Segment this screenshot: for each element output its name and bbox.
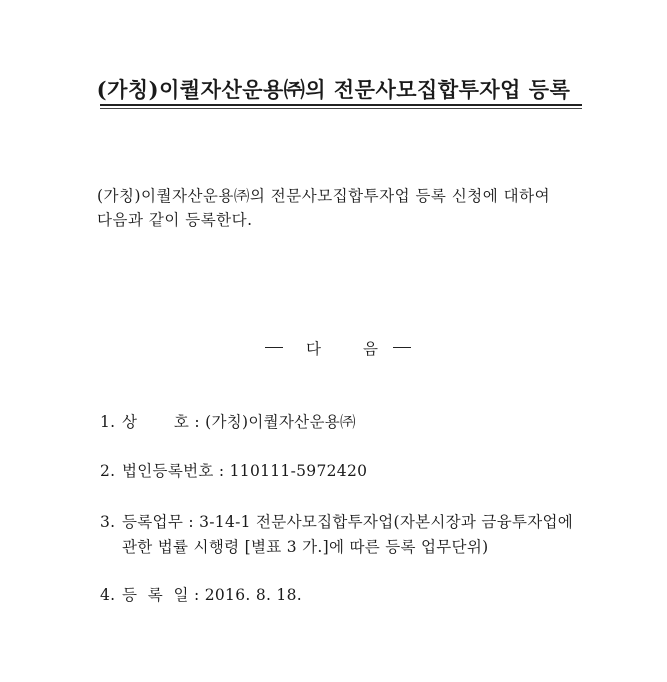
item-value: (가칭)이퀄자산운용㈜: [205, 413, 356, 431]
item-number: 1.: [100, 413, 116, 431]
list-item-company-name: [100, 410, 356, 432]
item-value: 3-14-1 전문사모집합투자업(자본시장과 금융투자업에: [199, 513, 574, 531]
heading-char-2: 음: [363, 340, 378, 358]
item-separator: :: [183, 513, 200, 531]
list-item-registration-date: [100, 583, 302, 605]
item-label: 등록업무: [122, 513, 184, 531]
item-separator: :: [189, 413, 206, 431]
list-item-business: [100, 510, 573, 560]
intro-line-1: (가칭)이퀄자산운용㈜의 전문사모집합투자업 등록 신청에 대하여: [97, 187, 551, 205]
item-value: 2016. 8. 18.: [204, 586, 302, 604]
item-separator: :: [213, 462, 230, 480]
item-label: 상 호: [122, 413, 190, 431]
list-item-registration-number: [100, 459, 367, 481]
title-underline: [100, 104, 582, 106]
item-number: 2.: [100, 462, 116, 480]
item-number: 3.: [100, 513, 116, 531]
title-underline-thin: [100, 108, 582, 109]
heading-char-1: 다: [306, 340, 321, 358]
item-separator: :: [188, 586, 205, 604]
item-label: 등 록 일: [122, 586, 189, 604]
intro-paragraph: [97, 184, 617, 232]
item-value: 110111-5972420: [229, 462, 368, 480]
heading-dash-left: [265, 347, 283, 348]
document-title: (가칭)이퀄자산운용㈜의 전문사모집합투자업 등록: [96, 77, 571, 102]
item-number: 4.: [100, 586, 116, 604]
intro-line-2: 다음과 같이 등록한다.: [97, 211, 253, 229]
item-value-continued: 관한 법률 시행령 [별표 3 가.]에 따른 등록 업무단위): [122, 538, 489, 556]
item-label: 법인등록번호: [122, 462, 214, 480]
heading-dash-right: [393, 347, 411, 348]
